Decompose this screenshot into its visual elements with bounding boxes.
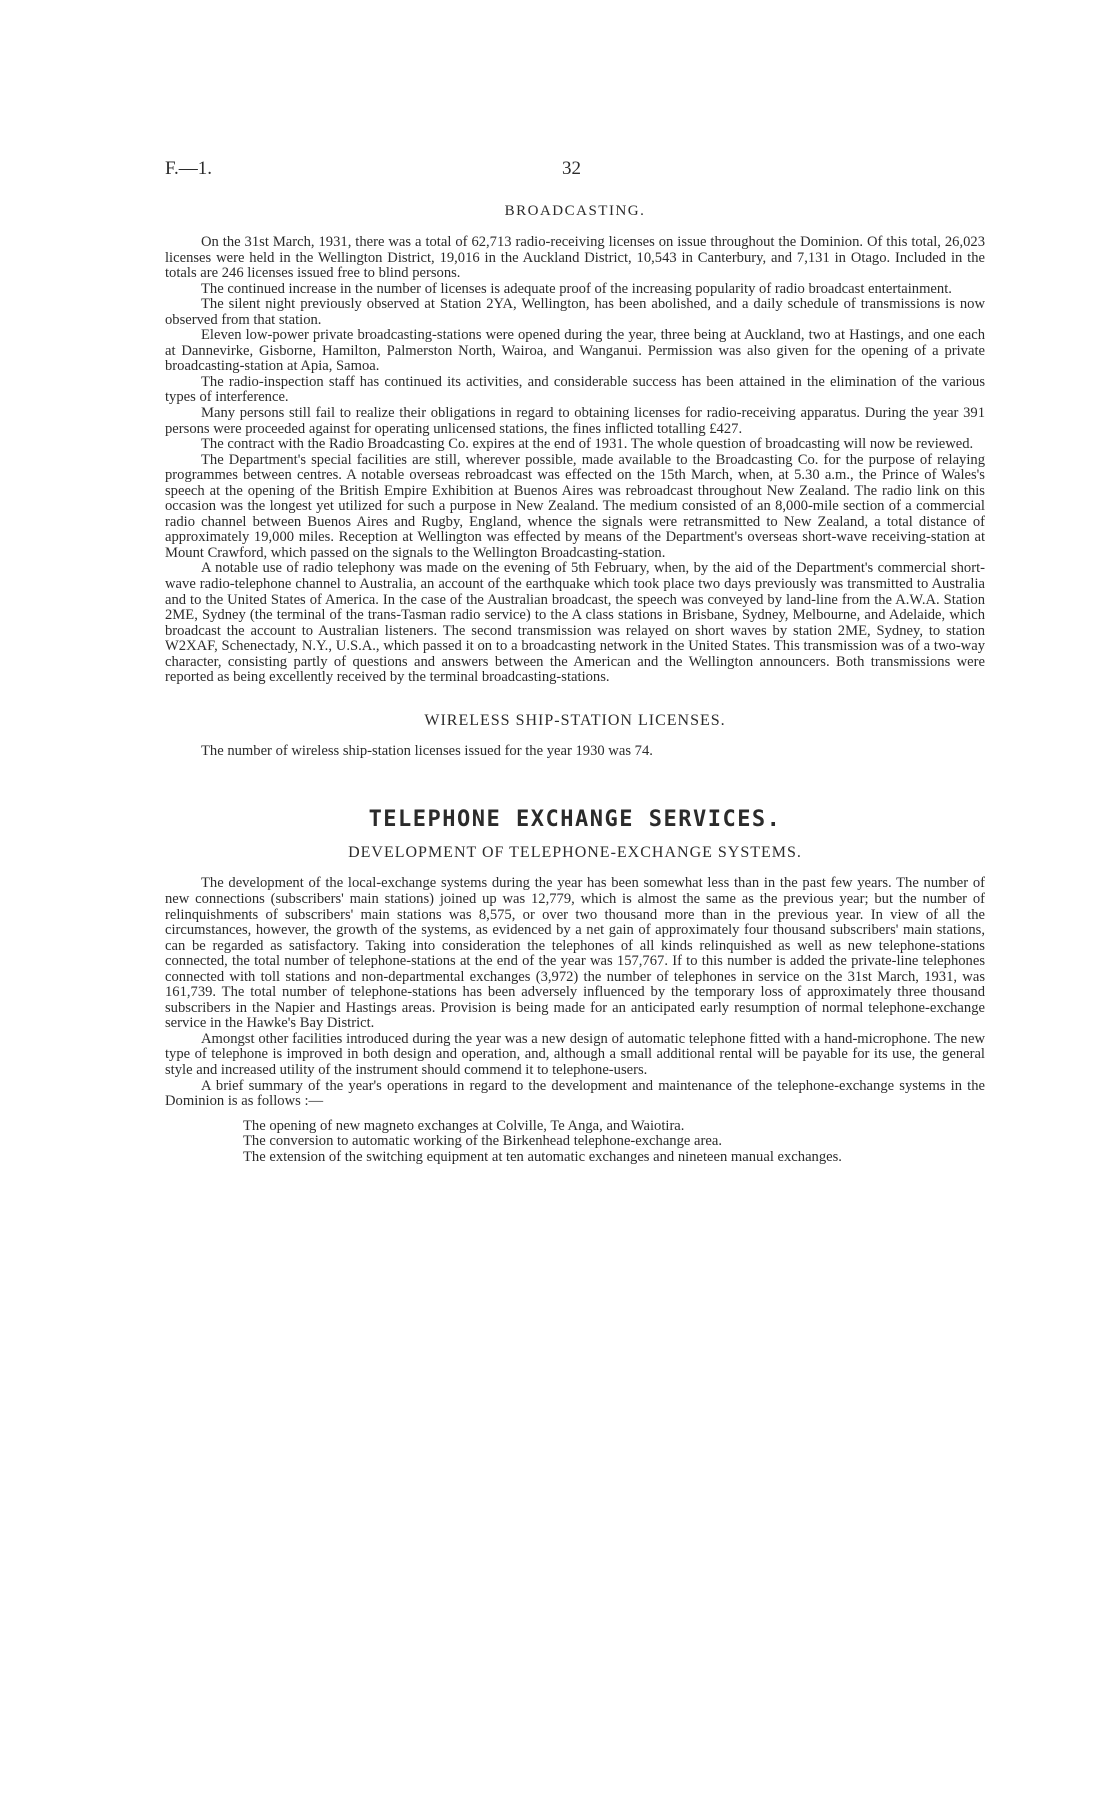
paragraph: The radio-inspection staff has continued its activities, and considerable success has been attained in the elimination of the various types of interference. — [165, 373, 985, 406]
wireless-heading: WIRELESS SHIP-STATION LICENSES. — [424, 711, 726, 729]
paragraph: The continued increase in the number of licenses is adequate proof of the increasing popularity of radio broadcast entertainment. — [201, 280, 952, 297]
paragraph: The Department's special facilities are still, wherever possible, made available to the Broadcasting Co. for the purpose of relaying programmes between centres. A notable overseas rebroadcast was effected on the 15th March, when, at 5.30 a.m., the Prince of Wales's speech at the opening of the British Empire Exhibition at Buenos Aires was rebroadcast throughout New Zealand. The radio link on this occasion was the longest yet utilized for such a purpose in New Zealand. The medium consisted of an 8,000-mile section of a commercial radio channel between Buenos Aires and Rugby, England, whence the signals were retransmitted to New Zealand, a total distance of approximately 19,000 miles. Reception at Wellington was effected by means of the Department's overseas short-wave receiving-station at Mount Crawford, which passed on the signals to the Wellington Broadcasting-station. — [165, 451, 985, 561]
paragraph: Many persons still fail to realize their obligations in regard to obtaining licenses for radio-receiving apparatus. During the year 391 persons were proceeded against for operating unlicensed stations, the fines inflicted totalling £427. — [165, 405, 985, 437]
telephone-subheading: DEVELOPMENT OF TELEPHONE-EXCHANGE SYSTEMS. — [348, 844, 802, 862]
document-reference: F.—1. — [165, 158, 213, 179]
paragraph: Amongst other facilities introduced during the year was a new design of automatic telephone fitted with a hand-microphone. The new type of telephone is improved in both design and operation, and, although a small additional rental will be payable for its use, the general style and increased utility of the instrument should commend it to telephone-users. — [165, 1030, 985, 1078]
list-item: The extension of the switching equipment at ten automatic exchanges and nineteen manual exchanges. — [243, 1148, 842, 1165]
page-header — [165, 158, 985, 182]
summary-list — [243, 1119, 985, 1166]
telephone-heading: TELEPHONE EXCHANGE SERVICES. — [368, 807, 782, 833]
paragraph: A notable use of radio telephony was made on the evening of 5th February, when, by the aid of the Department's commercial short-wave radio-telephone channel to Australia, an account of the earthquake which took place two days previously was transmitted to Australia and to the United States of America. In the case of the Australian broadcast, the speech was conveyed by land-line from the A.W.A. Station 2ME, Sydney (the terminal of the trans-Tasman radio service) to the A class stations in Brisbane, Sydney, Melbourne, and Adelaide, which broadcast the account to Australian listeners. The second transmission was relayed on short waves by station 2ME, Sydney, to station W2XAF, Schenectady, N.Y., U.S.A., which passed it on to a broadcasting network in the United States. This transmission was of a two-way character, consisting partly of questions and answers between the American and the Wellington announcers. Both transmissions were reported as being excellently received by the terminal broadcasting-stations. — [165, 560, 985, 686]
paragraph: A brief summary of the year's operations in regard to the development and maintenance of the telephone-exchange systems in the Dominion is as follows :— — [165, 1077, 985, 1110]
paragraph: The silent night previously observed at Station 2YA, Wellington, has been abolished, and a daily schedule of transmissions is now observed from that station. — [165, 296, 985, 328]
paragraph: The development of the local-exchange systems during the year has been somewhat less than in the past few years. The number of new connections (subscribers' main stations) joined up was 12,779, which is almost the same as the previous year; but the number of relinquishments of subscribers' main stations was 8,575, or over two thousand more than in the previous year. In view of all the circumstances, however, the growth of the systems, as evidenced by a net gain of approximately four thousand subscribers' main stations, can be regarded as satisfactory. Taking into consideration the telephones of all kinds relinquished as well as new telephone-stations connected, the total number of telephone-stations at the end of the year was 157,767. If to this number is added the private-line telephones connected with toll stations and non-departmental exchanges (3,972) the number of telephones in service on the 31st March, 1931, was 161,739. The total number of telephone-stations has been adversely influenced by the temporary loss of approximately three thousand subscribers in the Napier and Hastings areas. Provision is being made for an anticipated early resumption of normal telephone-exchange service in the Hawke's Bay District. — [165, 875, 985, 1032]
broadcasting-heading: BROADCASTING. — [504, 203, 646, 219]
paragraph: On the 31st March, 1931, there was a total of 62,713 radio-receiving licenses on issue throughout the Dominion. Of this total, 26,023 licenses were held in the Wellington District, 19,016 in the Auckland District, 10,543 in Canterbury, and 7,131 in Otago. Included in the totals are 246 licenses issued free to blind persons. — [165, 234, 985, 282]
paragraph: The contract with the Radio Broadcasting Co. expires at the end of 1931. The whole question of broadcasting will now be reviewed. — [201, 436, 974, 453]
paragraph: Eleven low-power private broadcasting-stations were opened during the year, three being at Auckland, two at Hastings, and one each at Dannevirke, Gisborne, Hamilton, Palmerston North, Wairoa, and Wanganui. Permission was also given for the opening of a private broadcasting-station at Apia, Samoa. — [165, 327, 985, 375]
list-item: The opening of new magneto exchanges at Colville, Te Anga, and Waiotira. — [243, 1117, 685, 1134]
list-item: The conversion to automatic working of the Birkenhead telephone-exchange area. — [243, 1133, 722, 1150]
page-number: 32 — [562, 158, 581, 179]
page-body — [165, 202, 985, 1165]
paragraph: The number of wireless ship-station licenses issued for the year 1930 was 74. — [201, 742, 653, 759]
